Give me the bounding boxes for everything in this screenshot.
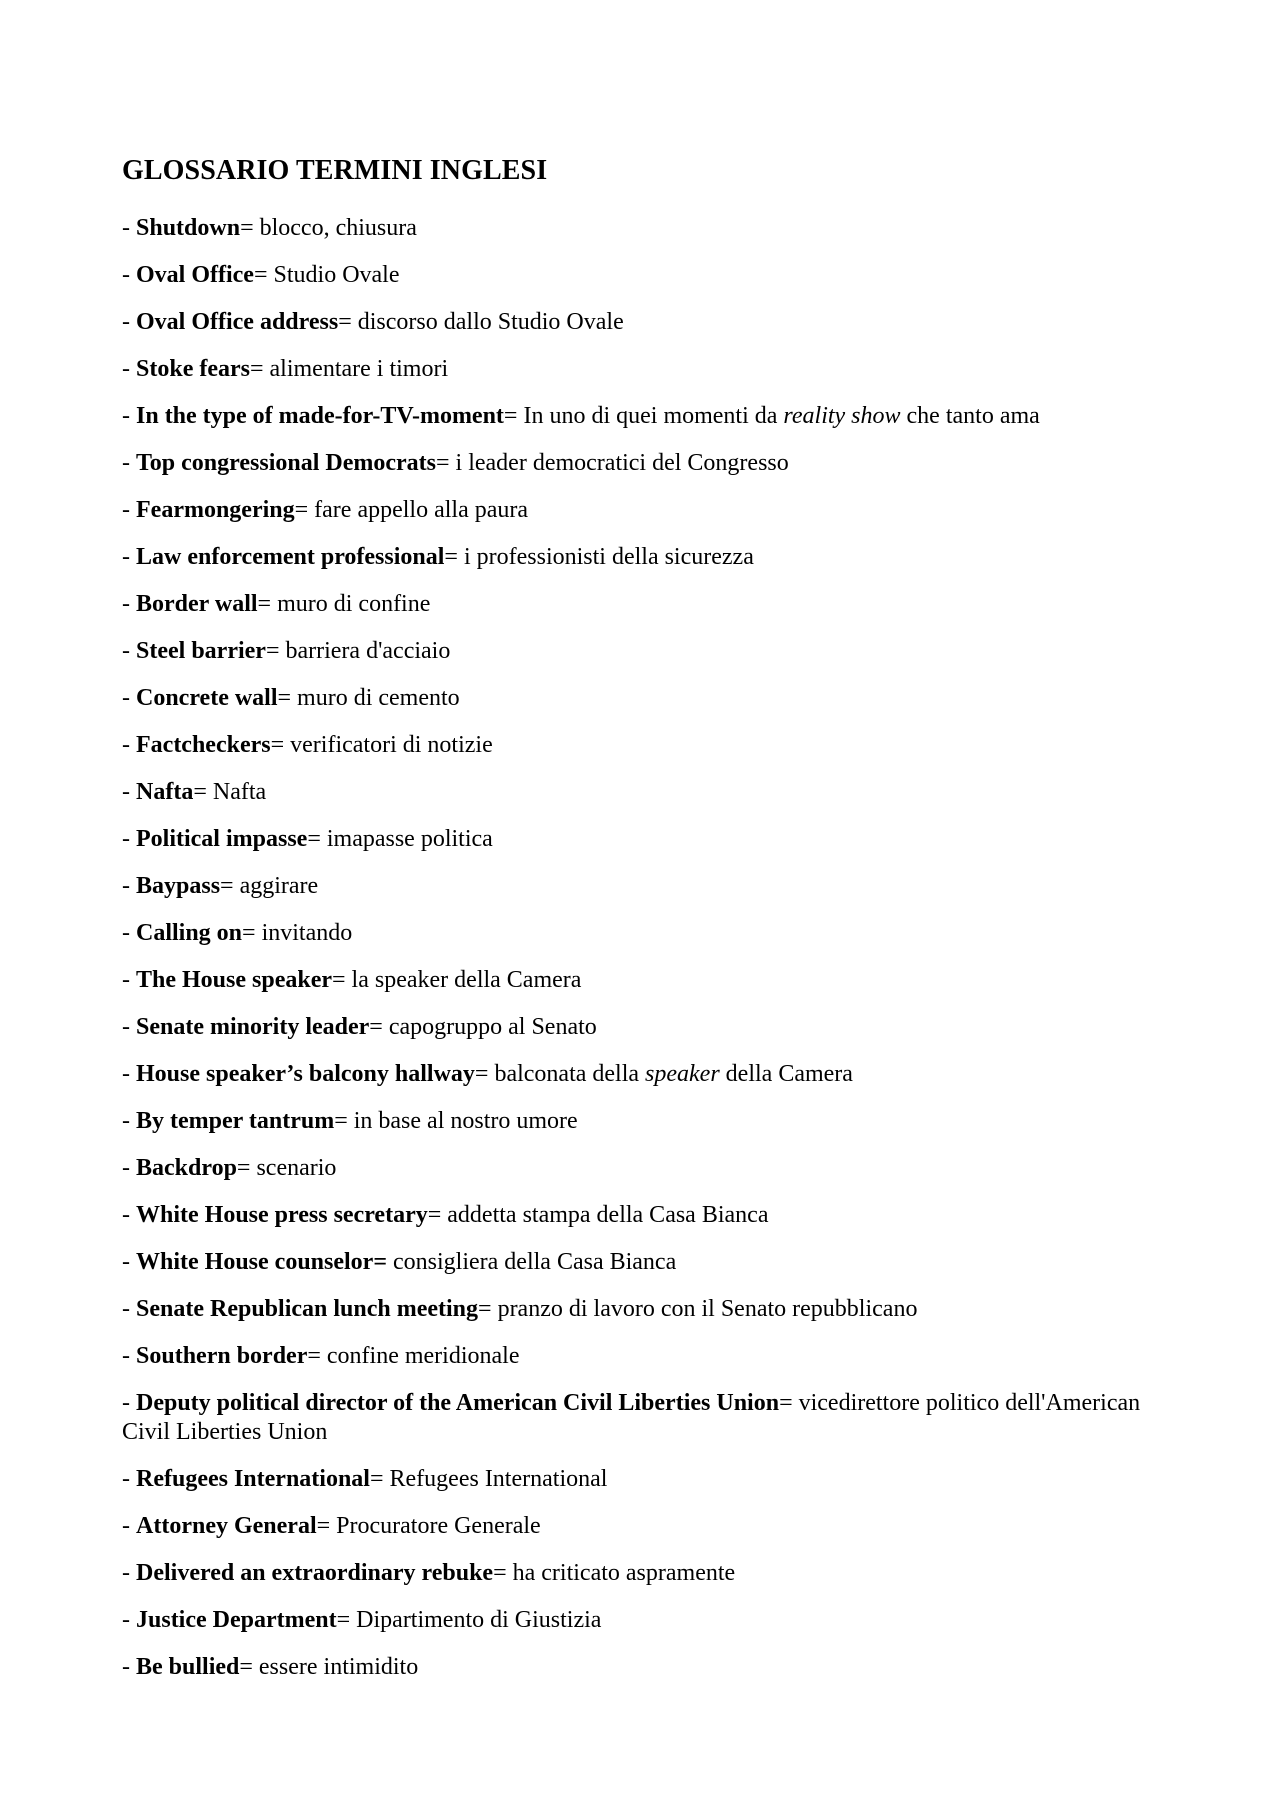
entry-term: Law enforcement professional bbox=[136, 544, 445, 570]
entry-text: - bbox=[122, 1061, 136, 1087]
entry-term: Oval Office bbox=[136, 262, 254, 288]
entry-text: = pranzo di lavoro con il Senato repubblicano bbox=[478, 1296, 918, 1322]
entry-text: = balconata della bbox=[474, 1061, 646, 1087]
entry-text: = la speaker della Camera bbox=[332, 967, 582, 993]
entry-text: - bbox=[122, 544, 136, 570]
entry-text: = muro di cemento bbox=[277, 685, 460, 711]
entry-term: Refugees International bbox=[136, 1466, 370, 1492]
entry-term: Delivered an extraordinary rebuke bbox=[136, 1560, 494, 1586]
glossary-entry bbox=[122, 825, 1172, 854]
entry-text: - bbox=[122, 497, 136, 523]
entry-text: = Nafta bbox=[193, 779, 267, 805]
entry-term: Senate minority leader bbox=[136, 1014, 370, 1040]
glossary-entry bbox=[122, 919, 1172, 948]
entry-text: = In uno di quei momenti da bbox=[503, 403, 784, 429]
entry-term: Baypass bbox=[136, 873, 221, 899]
entry-term: White House press secretary bbox=[136, 1202, 428, 1228]
entry-text: - bbox=[122, 967, 136, 993]
entry-text: = Refugees International bbox=[369, 1466, 608, 1492]
entry-text: = capogruppo al Senato bbox=[369, 1014, 597, 1040]
entry-text: - bbox=[122, 403, 136, 429]
entry-text: = ha criticato aspramente bbox=[493, 1560, 736, 1586]
glossary-entry bbox=[122, 496, 1172, 525]
glossary-entry bbox=[122, 778, 1172, 807]
glossary-entry bbox=[122, 355, 1172, 384]
glossary-entry bbox=[122, 261, 1172, 290]
entry-text: della Camera bbox=[719, 1061, 853, 1087]
entry-text: - bbox=[122, 262, 136, 288]
entry-text: - bbox=[122, 1108, 136, 1134]
entry-text: - bbox=[122, 826, 136, 852]
glossary-entry bbox=[122, 1201, 1172, 1230]
entry-text: = Studio Ovale bbox=[253, 262, 400, 288]
entry-text: - bbox=[122, 591, 136, 617]
entry-text: - bbox=[122, 638, 136, 664]
entry-text: = imapasse politica bbox=[307, 826, 493, 852]
entry-term: Border wall bbox=[136, 591, 258, 617]
entry-text: = in base al nostro umore bbox=[334, 1108, 578, 1134]
entry-term: Steel barrier bbox=[136, 638, 266, 664]
entry-text: - bbox=[122, 1014, 136, 1040]
glossary-entry bbox=[122, 1107, 1172, 1136]
glossary-entry bbox=[122, 1013, 1172, 1042]
glossary-entry bbox=[122, 637, 1172, 666]
entry-text: = scenario bbox=[236, 1155, 337, 1181]
entry-text: - bbox=[122, 450, 136, 476]
entry-text: = confine meridionale bbox=[307, 1343, 520, 1369]
glossary-entry bbox=[122, 1154, 1172, 1183]
glossary-entry bbox=[122, 1512, 1172, 1541]
document-title: GLOSSARIO TERMINI INGLESI bbox=[122, 155, 548, 186]
entry-term: In the type of made-for-TV-moment bbox=[136, 403, 504, 429]
entry-term: Justice Department bbox=[136, 1607, 337, 1633]
entry-text: = discorso dallo Studio Ovale bbox=[338, 309, 624, 335]
entry-text: - bbox=[122, 1202, 136, 1228]
entry-term: Factcheckers bbox=[136, 732, 271, 758]
entry-emphasis: reality show bbox=[783, 403, 901, 429]
entry-text: = addetta stampa della Casa Bianca bbox=[427, 1202, 769, 1228]
entry-text: = i professionisti della sicurezza bbox=[444, 544, 754, 570]
glossary-entry bbox=[122, 308, 1172, 337]
glossary-entry bbox=[122, 543, 1172, 572]
entry-text: - bbox=[122, 920, 136, 946]
entry-emphasis: speaker bbox=[645, 1061, 720, 1087]
entry-term: Nafta bbox=[136, 779, 194, 805]
glossary-entry bbox=[122, 1342, 1172, 1371]
entry-term: Shutdown bbox=[136, 215, 241, 241]
entry-text: = invitando bbox=[242, 920, 353, 946]
glossary-entry bbox=[122, 731, 1172, 760]
entry-text: = blocco, chiusura bbox=[240, 215, 417, 241]
entry-text: - bbox=[122, 685, 136, 711]
entry-text: = aggirare bbox=[220, 873, 319, 899]
glossary-entry bbox=[122, 590, 1172, 619]
entry-text: = barriera d'acciaio bbox=[265, 638, 451, 664]
entry-text: - bbox=[122, 1654, 136, 1680]
entry-term: Oval Office address bbox=[136, 309, 339, 335]
entry-text: = essere intimidito bbox=[239, 1654, 419, 1680]
entry-term: Fearmongering bbox=[136, 497, 295, 523]
glossary-entry bbox=[122, 214, 1172, 243]
entry-term: House speaker’s balcony hallway bbox=[136, 1061, 475, 1087]
entry-term: Be bullied bbox=[136, 1654, 240, 1680]
glossary-list bbox=[122, 214, 1172, 1682]
entry-text: = Dipartimento di Giustizia bbox=[336, 1607, 602, 1633]
entry-term: Calling on bbox=[136, 920, 243, 946]
entry-term: Stoke fears bbox=[136, 356, 250, 382]
entry-text: = verificatori di notizie bbox=[270, 732, 493, 758]
glossary-entry bbox=[122, 449, 1172, 478]
entry-text: - bbox=[122, 1155, 136, 1181]
glossary-entry bbox=[122, 1389, 1172, 1447]
entry-text: - bbox=[122, 1249, 136, 1275]
entry-term: Concrete wall bbox=[136, 685, 278, 711]
glossary-entry bbox=[122, 402, 1172, 431]
entry-text: = fare appello alla paura bbox=[294, 497, 529, 523]
entry-term: The House speaker bbox=[136, 967, 333, 993]
entry-term: White House counselor= bbox=[136, 1249, 388, 1275]
entry-term: Top congressional Democrats bbox=[136, 450, 436, 476]
entry-text: = Procuratore Generale bbox=[316, 1513, 541, 1539]
glossary-entry bbox=[122, 872, 1172, 901]
glossary-entry bbox=[122, 1060, 1172, 1089]
entry-text: = i leader democratici del Congresso bbox=[436, 450, 789, 476]
entry-text: - bbox=[122, 309, 136, 335]
entry-text: - bbox=[122, 1560, 136, 1586]
glossary-entry bbox=[122, 684, 1172, 713]
entry-term: Political impasse bbox=[136, 826, 308, 852]
entry-text: - bbox=[122, 732, 136, 758]
entry-text: consigliera della Casa Bianca bbox=[387, 1249, 677, 1275]
entry-text: = vicedirettore politico dell'American Civil Liberties Union bbox=[122, 1390, 1141, 1445]
entry-term: Senate Republican lunch meeting bbox=[136, 1296, 479, 1322]
entry-term: Backdrop bbox=[136, 1155, 237, 1181]
entry-text: - bbox=[122, 1343, 136, 1369]
glossary-entry bbox=[122, 1295, 1172, 1324]
entry-text: - bbox=[122, 215, 136, 241]
entry-text: - bbox=[122, 1513, 136, 1539]
entry-text: che tanto ama bbox=[900, 403, 1040, 429]
entry-text: - bbox=[122, 779, 136, 805]
entry-text: - bbox=[122, 356, 136, 382]
entry-text: - bbox=[122, 1607, 136, 1633]
entry-text: - bbox=[122, 1390, 136, 1416]
document-body bbox=[122, 154, 1172, 1700]
entry-text: - bbox=[122, 873, 136, 899]
entry-term: Attorney General bbox=[136, 1513, 317, 1539]
glossary-entry bbox=[122, 1653, 1172, 1682]
glossary-entry bbox=[122, 1465, 1172, 1494]
entry-text: - bbox=[122, 1466, 136, 1492]
glossary-entry bbox=[122, 1559, 1172, 1588]
glossary-entry bbox=[122, 966, 1172, 995]
glossary-entry bbox=[122, 1606, 1172, 1635]
entry-text: = alimentare i timori bbox=[249, 356, 449, 382]
entry-term: Southern border bbox=[136, 1343, 308, 1369]
entry-text: = muro di confine bbox=[257, 591, 431, 617]
entry-term: Deputy political director of the American Civil Liberties Union bbox=[136, 1390, 780, 1416]
glossary-entry bbox=[122, 1248, 1172, 1277]
entry-term: By temper tantrum bbox=[136, 1108, 335, 1134]
entry-text: - bbox=[122, 1296, 136, 1322]
